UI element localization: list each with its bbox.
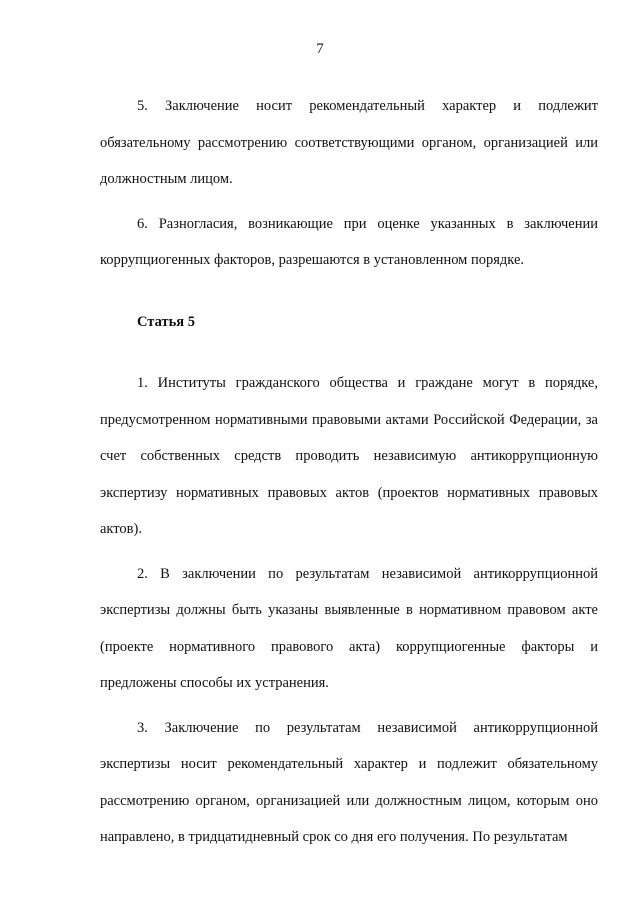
paragraph-6: 6. Разногласия, возникающие при оценке указанных в заключении коррупциогенных факторов, разрешаются в установленном порядке. <box>100 215 598 268</box>
section-gap <box>100 279 598 304</box>
article-paragraph-3: 3. Заключение по результатам независимой антикоррупционной экспертизы носит рекомендательный характер и подлежит обязательному рассмотрению органом, организацией или должностным лицом, которым оно направлено, в тридцатидневный срок со дня его получения. По результатам <box>100 719 598 845</box>
document-body <box>100 88 598 856</box>
section-gap <box>100 340 598 365</box>
article-title: Статья 5 <box>137 313 195 330</box>
page-number: 7 <box>316 41 324 57</box>
paragraph-gap <box>100 702 598 710</box>
article-paragraph-2: 2. В заключении по результатам независимой антикоррупционной экспертизы должны быть указаны выявленные в нормативном правовом акте (проекте нормативного правового акта) коррупциогенные факторы и предложены способы их устранения. <box>100 565 598 691</box>
paragraph-gap <box>100 548 598 556</box>
paragraph-5: 5. Заключение носит рекомендательный характер и подлежит обязательному рассмотрению соответствующими органом, организацией или должностным лицом. <box>100 98 598 187</box>
article-paragraph-1: 1. Институты гражданского общества и граждане могут в порядке, предусмотренном нормативными правовыми актами Российской Федерации, за счет собственных средств проводить независимую антикоррупционную экспертизу нормативных правовых актов (проектов нормативных правовых актов). <box>100 375 598 537</box>
paragraph-gap <box>100 198 598 206</box>
